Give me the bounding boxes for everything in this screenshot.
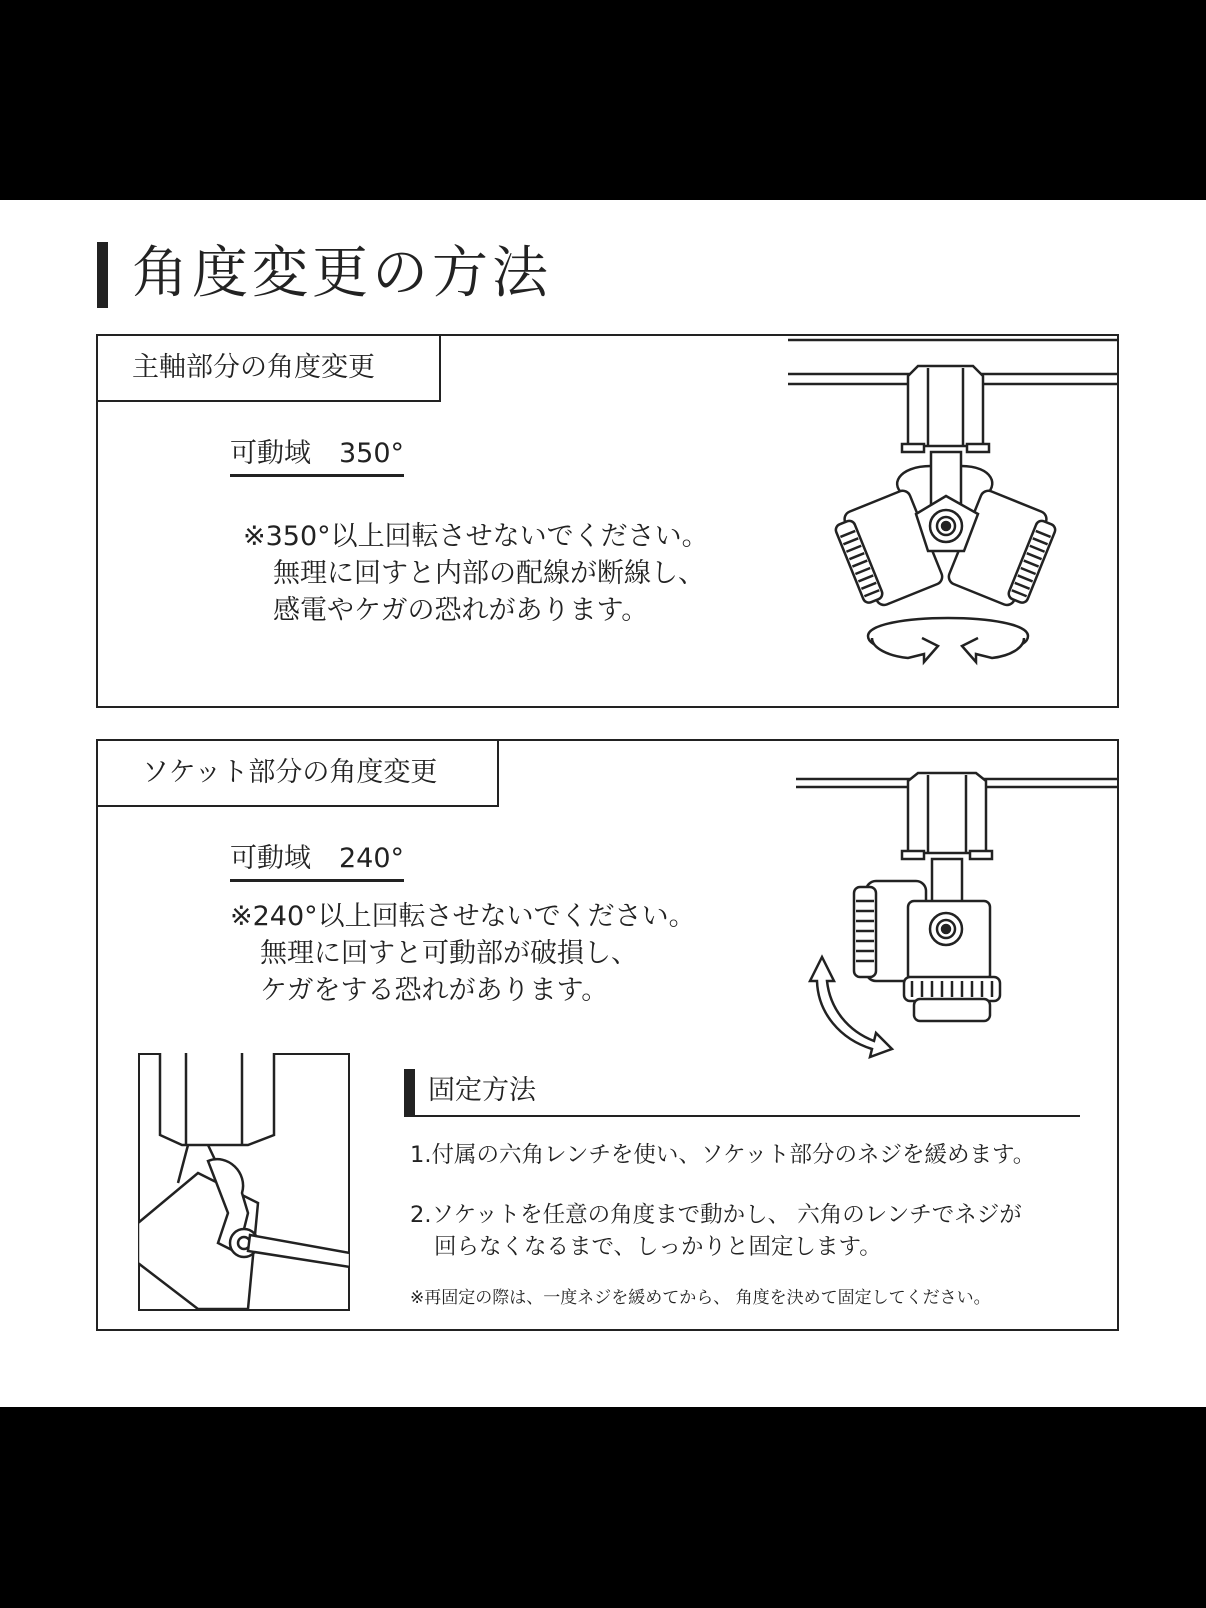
- main-axis-range: [230, 436, 404, 477]
- fix-heading-rule: [404, 1115, 1080, 1117]
- range-label: 可動域: [230, 438, 311, 469]
- page-title: 角度変更の方法: [132, 241, 552, 306]
- instruction-page: [0, 200, 1206, 1407]
- range-value: 240°: [339, 843, 405, 874]
- warning-line-1: ※350°以上回転させないでください。: [243, 521, 709, 552]
- warning-line-2: 無理に回すと内部の配線が断線し、: [273, 558, 705, 589]
- fix-heading-marker: [404, 1069, 415, 1117]
- warning-line-3: 感電やケガの恐れがあります。: [273, 595, 649, 626]
- socket-range: [230, 841, 404, 882]
- fix-heading: 固定方法: [428, 1075, 536, 1106]
- wrench-illustration: [138, 1053, 350, 1311]
- rotation-arrows-icon: [868, 618, 1028, 662]
- socket-panel: [96, 739, 1119, 1331]
- socket-warning: [230, 898, 696, 1009]
- warning-line-2: 無理に回すと可動部が破損し、: [260, 938, 638, 969]
- socket-spotlight-illustration: [796, 741, 1118, 1061]
- warning-line-1: ※240°以上回転させないでください。: [230, 901, 696, 932]
- main-axis-tab: 主軸部分の角度変更: [96, 334, 441, 402]
- warning-line-3: ケガをする恐れがあります。: [260, 975, 609, 1006]
- fix-step-2-line-2: 回らなくなるまで、しっかりと固定します。: [434, 1234, 882, 1260]
- range-value: 350°: [339, 438, 405, 469]
- main-axis-warning: [243, 518, 709, 629]
- fix-step-2-line-1: 2.ソケットを任意の角度まで動かし、 六角のレンチでネジが: [410, 1202, 1022, 1228]
- range-label: 可動域: [230, 843, 311, 874]
- twin-spotlight-illustration: [788, 336, 1118, 706]
- fix-step-1: 1.付属の六角レンチを使い、ソケット部分のネジを緩めます。: [410, 1142, 1036, 1168]
- fix-footnote: ※再固定の際は、一度ネジを緩めてから、 角度を決めて固定してください。: [410, 1288, 991, 1308]
- title-marker: [97, 242, 108, 308]
- main-axis-panel: [96, 334, 1119, 708]
- socket-tab: ソケット部分の角度変更: [96, 739, 499, 807]
- fix-step-2: [410, 1199, 1022, 1263]
